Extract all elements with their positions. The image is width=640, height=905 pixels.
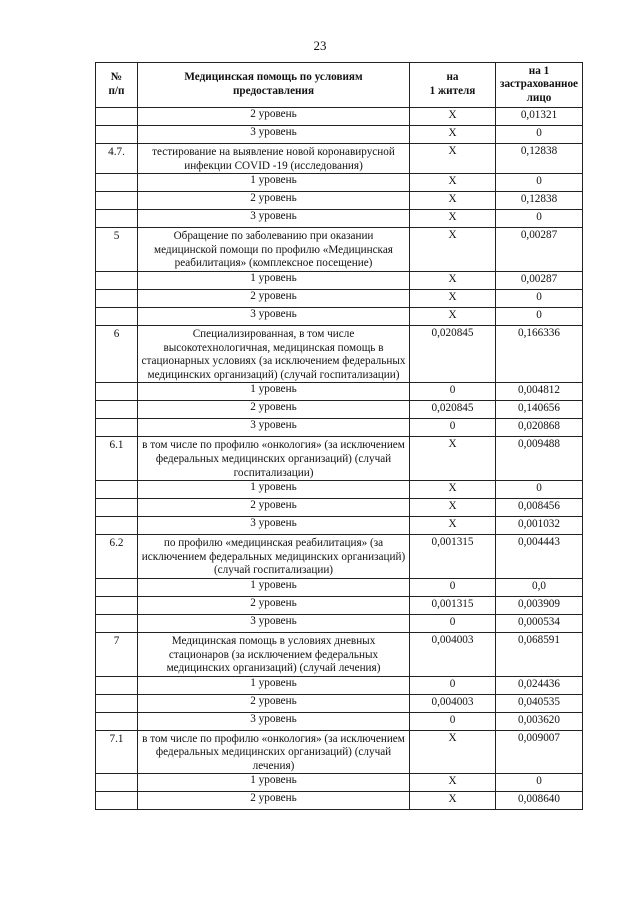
level-row: [96, 174, 583, 192]
level-row: [96, 614, 583, 632]
level-row: [96, 289, 583, 307]
row-description-cell: Специализированная, в том числе высокотехнологичная, медицинская помощь в стационарных условиях (за исключением федеральных медицинских организаций) (случай госпитализации): [138, 325, 410, 382]
row-number-cell: [96, 307, 138, 325]
row-description-cell: 2 уровень: [138, 401, 410, 419]
per-insured-cell: 0,004812: [496, 383, 583, 401]
row-description-cell: 3 уровень: [138, 307, 410, 325]
per-resident-cell: X: [410, 499, 496, 517]
per-resident-cell: X: [410, 126, 496, 144]
per-resident-cell: X: [410, 774, 496, 792]
row-description-cell: 1 уровень: [138, 481, 410, 499]
row-number-cell: [96, 271, 138, 289]
per-insured-cell: 0: [496, 174, 583, 192]
row-description-cell: 1 уровень: [138, 174, 410, 192]
row-number-cell: [96, 694, 138, 712]
per-resident-cell: X: [410, 271, 496, 289]
per-resident-cell: X: [410, 289, 496, 307]
per-insured-cell: 0,00287: [496, 271, 583, 289]
row-description-cell: 3 уровень: [138, 126, 410, 144]
header-number: № п/п: [96, 63, 138, 108]
row-description-cell: в том числе по профилю «онкология» (за исключением федеральных медицинских организаций) (случай госпитализации): [138, 437, 410, 481]
per-insured-cell: 0: [496, 126, 583, 144]
per-resident-cell: X: [410, 174, 496, 192]
per-resident-cell: X: [410, 730, 496, 774]
level-row: [96, 578, 583, 596]
row-description-cell: 2 уровень: [138, 499, 410, 517]
section-row: [96, 730, 583, 774]
table-header-row: [96, 63, 583, 108]
per-resident-cell: X: [410, 210, 496, 228]
per-resident-cell: X: [410, 144, 496, 174]
level-row: [96, 271, 583, 289]
row-number-cell: [96, 676, 138, 694]
row-number-cell: [96, 774, 138, 792]
per-resident-cell: 0,020845: [410, 325, 496, 382]
row-description-cell: по профилю «медицинская реабилитация» (за исключением федеральных медицинских организаций) (случай госпитализации): [138, 535, 410, 579]
row-number-cell: 7.1: [96, 730, 138, 774]
per-resident-cell: 0,004003: [410, 694, 496, 712]
per-insured-cell: 0: [496, 481, 583, 499]
row-number-cell: 6: [96, 325, 138, 382]
per-insured-cell: 0,040535: [496, 694, 583, 712]
per-insured-cell: 0,01321: [496, 108, 583, 126]
level-row: [96, 108, 583, 126]
per-insured-cell: 0,008640: [496, 792, 583, 810]
level-row: [96, 694, 583, 712]
row-number-cell: [96, 792, 138, 810]
level-row: [96, 792, 583, 810]
level-row: [96, 774, 583, 792]
per-resident-cell: 0,001315: [410, 535, 496, 579]
medical-care-norms-table: [95, 62, 583, 810]
row-number-cell: 7: [96, 632, 138, 676]
row-description-cell: 1 уровень: [138, 578, 410, 596]
row-number-cell: 5: [96, 228, 138, 272]
row-number-cell: [96, 383, 138, 401]
per-resident-cell: 0,001315: [410, 596, 496, 614]
row-number-cell: [96, 481, 138, 499]
per-resident-cell: X: [410, 437, 496, 481]
row-number-cell: [96, 596, 138, 614]
row-description-cell: 3 уровень: [138, 210, 410, 228]
page-number: 23: [313, 38, 327, 53]
row-description-cell: 2 уровень: [138, 108, 410, 126]
section-row: [96, 228, 583, 272]
section-row: [96, 437, 583, 481]
row-number-cell: [96, 289, 138, 307]
per-insured-cell: 0,001032: [496, 517, 583, 535]
per-insured-cell: 0: [496, 210, 583, 228]
level-row: [96, 383, 583, 401]
row-description-cell: 1 уровень: [138, 383, 410, 401]
row-description-cell: Медицинская помощь в условиях дневных стационаров (за исключением федеральных медицинских организаций) (случай лечения): [138, 632, 410, 676]
per-insured-cell: 0,140656: [496, 401, 583, 419]
row-description-cell: 3 уровень: [138, 614, 410, 632]
per-resident-cell: X: [410, 517, 496, 535]
per-resident-cell: 0: [410, 614, 496, 632]
row-description-cell: 1 уровень: [138, 676, 410, 694]
per-insured-cell: 0,12838: [496, 192, 583, 210]
row-number-cell: [96, 419, 138, 437]
row-number-cell: [96, 108, 138, 126]
header-per-resident: на 1 жителя: [410, 63, 496, 108]
per-insured-cell: 0,004443: [496, 535, 583, 579]
per-insured-cell: 0,009488: [496, 437, 583, 481]
per-insured-cell: 0,008456: [496, 499, 583, 517]
row-number-cell: [96, 126, 138, 144]
per-insured-cell: 0: [496, 307, 583, 325]
level-row: [96, 126, 583, 144]
per-insured-cell: 0,166336: [496, 325, 583, 382]
row-description-cell: 3 уровень: [138, 712, 410, 730]
section-row: [96, 535, 583, 579]
row-description-cell: 2 уровень: [138, 792, 410, 810]
level-row: [96, 712, 583, 730]
level-row: [96, 481, 583, 499]
section-row: [96, 325, 583, 382]
per-insured-cell: 0,000534: [496, 614, 583, 632]
level-row: [96, 517, 583, 535]
row-description-cell: 2 уровень: [138, 596, 410, 614]
row-number-cell: [96, 210, 138, 228]
per-insured-cell: 0,020868: [496, 419, 583, 437]
header-per-insured: на 1 застрахованное лицо: [496, 63, 583, 108]
row-number-cell: 4.7.: [96, 144, 138, 174]
per-resident-cell: X: [410, 481, 496, 499]
row-number-cell: [96, 712, 138, 730]
per-resident-cell: X: [410, 192, 496, 210]
row-number-cell: [96, 192, 138, 210]
row-description-cell: в том числе по профилю «онкология» (за исключением федеральных медицинских организаций) (случай лечения): [138, 730, 410, 774]
row-description-cell: 2 уровень: [138, 192, 410, 210]
row-number-cell: [96, 614, 138, 632]
per-resident-cell: 0: [410, 676, 496, 694]
per-insured-cell: 0,024436: [496, 676, 583, 694]
level-row: [96, 419, 583, 437]
level-row: [96, 401, 583, 419]
row-description-cell: тестирование на выявление новой коронавирусной инфекции COVID -19 (исследования): [138, 144, 410, 174]
per-resident-cell: 0: [410, 419, 496, 437]
table-body: [96, 108, 583, 810]
per-insured-cell: 0,0: [496, 578, 583, 596]
section-row: [96, 144, 583, 174]
row-number-cell: 6.1: [96, 437, 138, 481]
per-insured-cell: 0,00287: [496, 228, 583, 272]
per-insured-cell: 0,12838: [496, 144, 583, 174]
per-insured-cell: 0,009007: [496, 730, 583, 774]
row-description-cell: Обращение по заболеванию при оказании медицинской помощи по профилю «Медицинская реабилитация» (комплексное посещение): [138, 228, 410, 272]
row-number-cell: [96, 517, 138, 535]
row-number-cell: [96, 499, 138, 517]
row-description-cell: 1 уровень: [138, 271, 410, 289]
row-description-cell: 1 уровень: [138, 774, 410, 792]
per-resident-cell: X: [410, 228, 496, 272]
header-care-type: Медицинская помощь по условиям предоставления: [138, 63, 410, 108]
per-insured-cell: 0: [496, 289, 583, 307]
level-row: [96, 499, 583, 517]
per-insured-cell: 0,003620: [496, 712, 583, 730]
row-number-cell: [96, 578, 138, 596]
per-resident-cell: 0,020845: [410, 401, 496, 419]
per-resident-cell: 0: [410, 578, 496, 596]
level-row: [96, 676, 583, 694]
row-number-cell: [96, 401, 138, 419]
per-insured-cell: 0,068591: [496, 632, 583, 676]
per-resident-cell: 0: [410, 383, 496, 401]
level-row: [96, 307, 583, 325]
row-number-cell: 6.2: [96, 535, 138, 579]
per-resident-cell: X: [410, 108, 496, 126]
section-row: [96, 632, 583, 676]
per-resident-cell: X: [410, 792, 496, 810]
per-insured-cell: 0,003909: [496, 596, 583, 614]
per-insured-cell: 0: [496, 774, 583, 792]
level-row: [96, 210, 583, 228]
row-description-cell: 3 уровень: [138, 517, 410, 535]
row-description-cell: 2 уровень: [138, 694, 410, 712]
per-resident-cell: 0: [410, 712, 496, 730]
row-number-cell: [96, 174, 138, 192]
per-resident-cell: X: [410, 307, 496, 325]
row-description-cell: 3 уровень: [138, 419, 410, 437]
per-resident-cell: 0,004003: [410, 632, 496, 676]
level-row: [96, 192, 583, 210]
row-description-cell: 2 уровень: [138, 289, 410, 307]
level-row: [96, 596, 583, 614]
